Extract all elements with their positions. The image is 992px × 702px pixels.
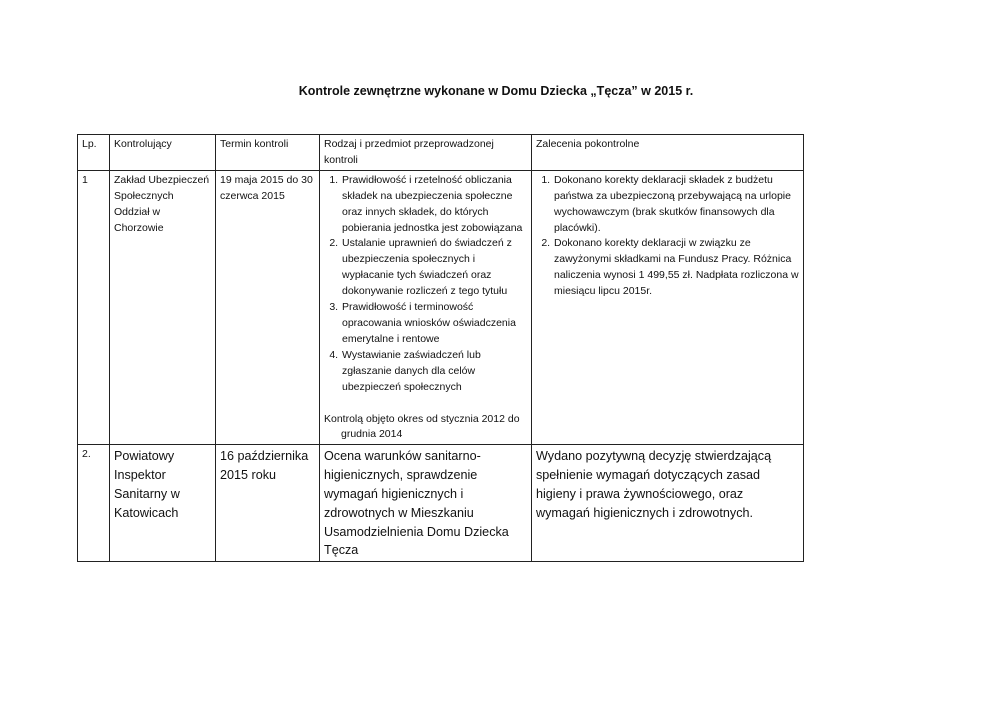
row-recommendations bbox=[532, 170, 804, 445]
row-date: 19 maja 2015 do 30 czerwca 2015 bbox=[216, 170, 320, 445]
list-item: 2. Ustalanie uprawnień do świadczeń z ubezpieczenia społecznych i wypłacanie tych świadczeń oraz dokonywanie rozliczeń z tego tytułu bbox=[341, 236, 527, 300]
recommendations-list bbox=[536, 173, 799, 300]
page-title: Kontrole zewnętrzne wykonane w Domu Dziecka „Tęcza” w 2015 r. bbox=[298, 84, 694, 98]
inspections-table bbox=[77, 134, 804, 562]
row-controller: Zakład Ubezpieczeń Społecznych Oddział w Chorzowie bbox=[110, 170, 216, 445]
row-lp: 2. bbox=[78, 445, 110, 562]
table-header-row bbox=[78, 135, 804, 171]
subject-list bbox=[324, 173, 527, 396]
row-lp: 1 bbox=[78, 170, 110, 445]
period-note: Kontrolą objęto okres od stycznia 2012 do grudnia 2014 bbox=[324, 412, 520, 441]
list-item: 4. Wystawianie zaświadczeń lub zgłaszanie danych dla celów ubezpieczeń społecznych bbox=[341, 348, 527, 396]
list-item: 2. Dokonano korekty deklaracji w związku ze zawyżonymi składkami na Fundusz Pracy. Różnica naliczenia wynosi 1 499,55 zł. Nadpłata rozliczona w miesiącu lipcu 2015r. bbox=[553, 236, 799, 300]
row-date: 16 października 2015 roku bbox=[216, 445, 320, 562]
table-row bbox=[78, 445, 804, 562]
table-row bbox=[78, 170, 804, 445]
list-item: 1. Prawidłowość i rzetelność obliczania składek na ubezpieczenia społeczne oraz innych składek, do których pobierania jednostka jest zobowiązana bbox=[341, 173, 527, 237]
header-recommendations: Zalecenia pokontrolne bbox=[532, 135, 804, 171]
list-item: 1. Dokonano korekty deklaracji składek z budżetu państwa za ubezpieczoną przebywającą na urlopie wychowawczym (brak skutków finansowych dla placówki). bbox=[553, 173, 799, 237]
header-subject: Rodzaj i przedmiot przeprowadzonej kontroli bbox=[320, 135, 532, 171]
header-date: Termin kontroli bbox=[216, 135, 320, 171]
header-lp: Lp. bbox=[78, 135, 110, 171]
row-subject bbox=[320, 170, 532, 445]
row-controller: Powiatowy Inspektor Sanitarny w Katowicach bbox=[110, 445, 216, 562]
header-controller: Kontrolujący bbox=[110, 135, 216, 171]
row-subject: Ocena warunków sanitarno-higienicznych, sprawdzenie wymagań higienicznych i zdrowotnych w Mieszkaniu Usamodzielnienia Domu Dziecka Tęcza bbox=[320, 445, 532, 562]
list-item: 3. Prawidłowość i terminowość opracowania wniosków oświadczenia emerytalne i rentowe bbox=[341, 300, 527, 348]
row-recommendations: Wydano pozytywną decyzję stwierdzającą spełnienie wymagań dotyczących zasad higieny i prawa żywnościowego, oraz wymagań higienicznych i zdrowotnych. bbox=[532, 445, 804, 562]
